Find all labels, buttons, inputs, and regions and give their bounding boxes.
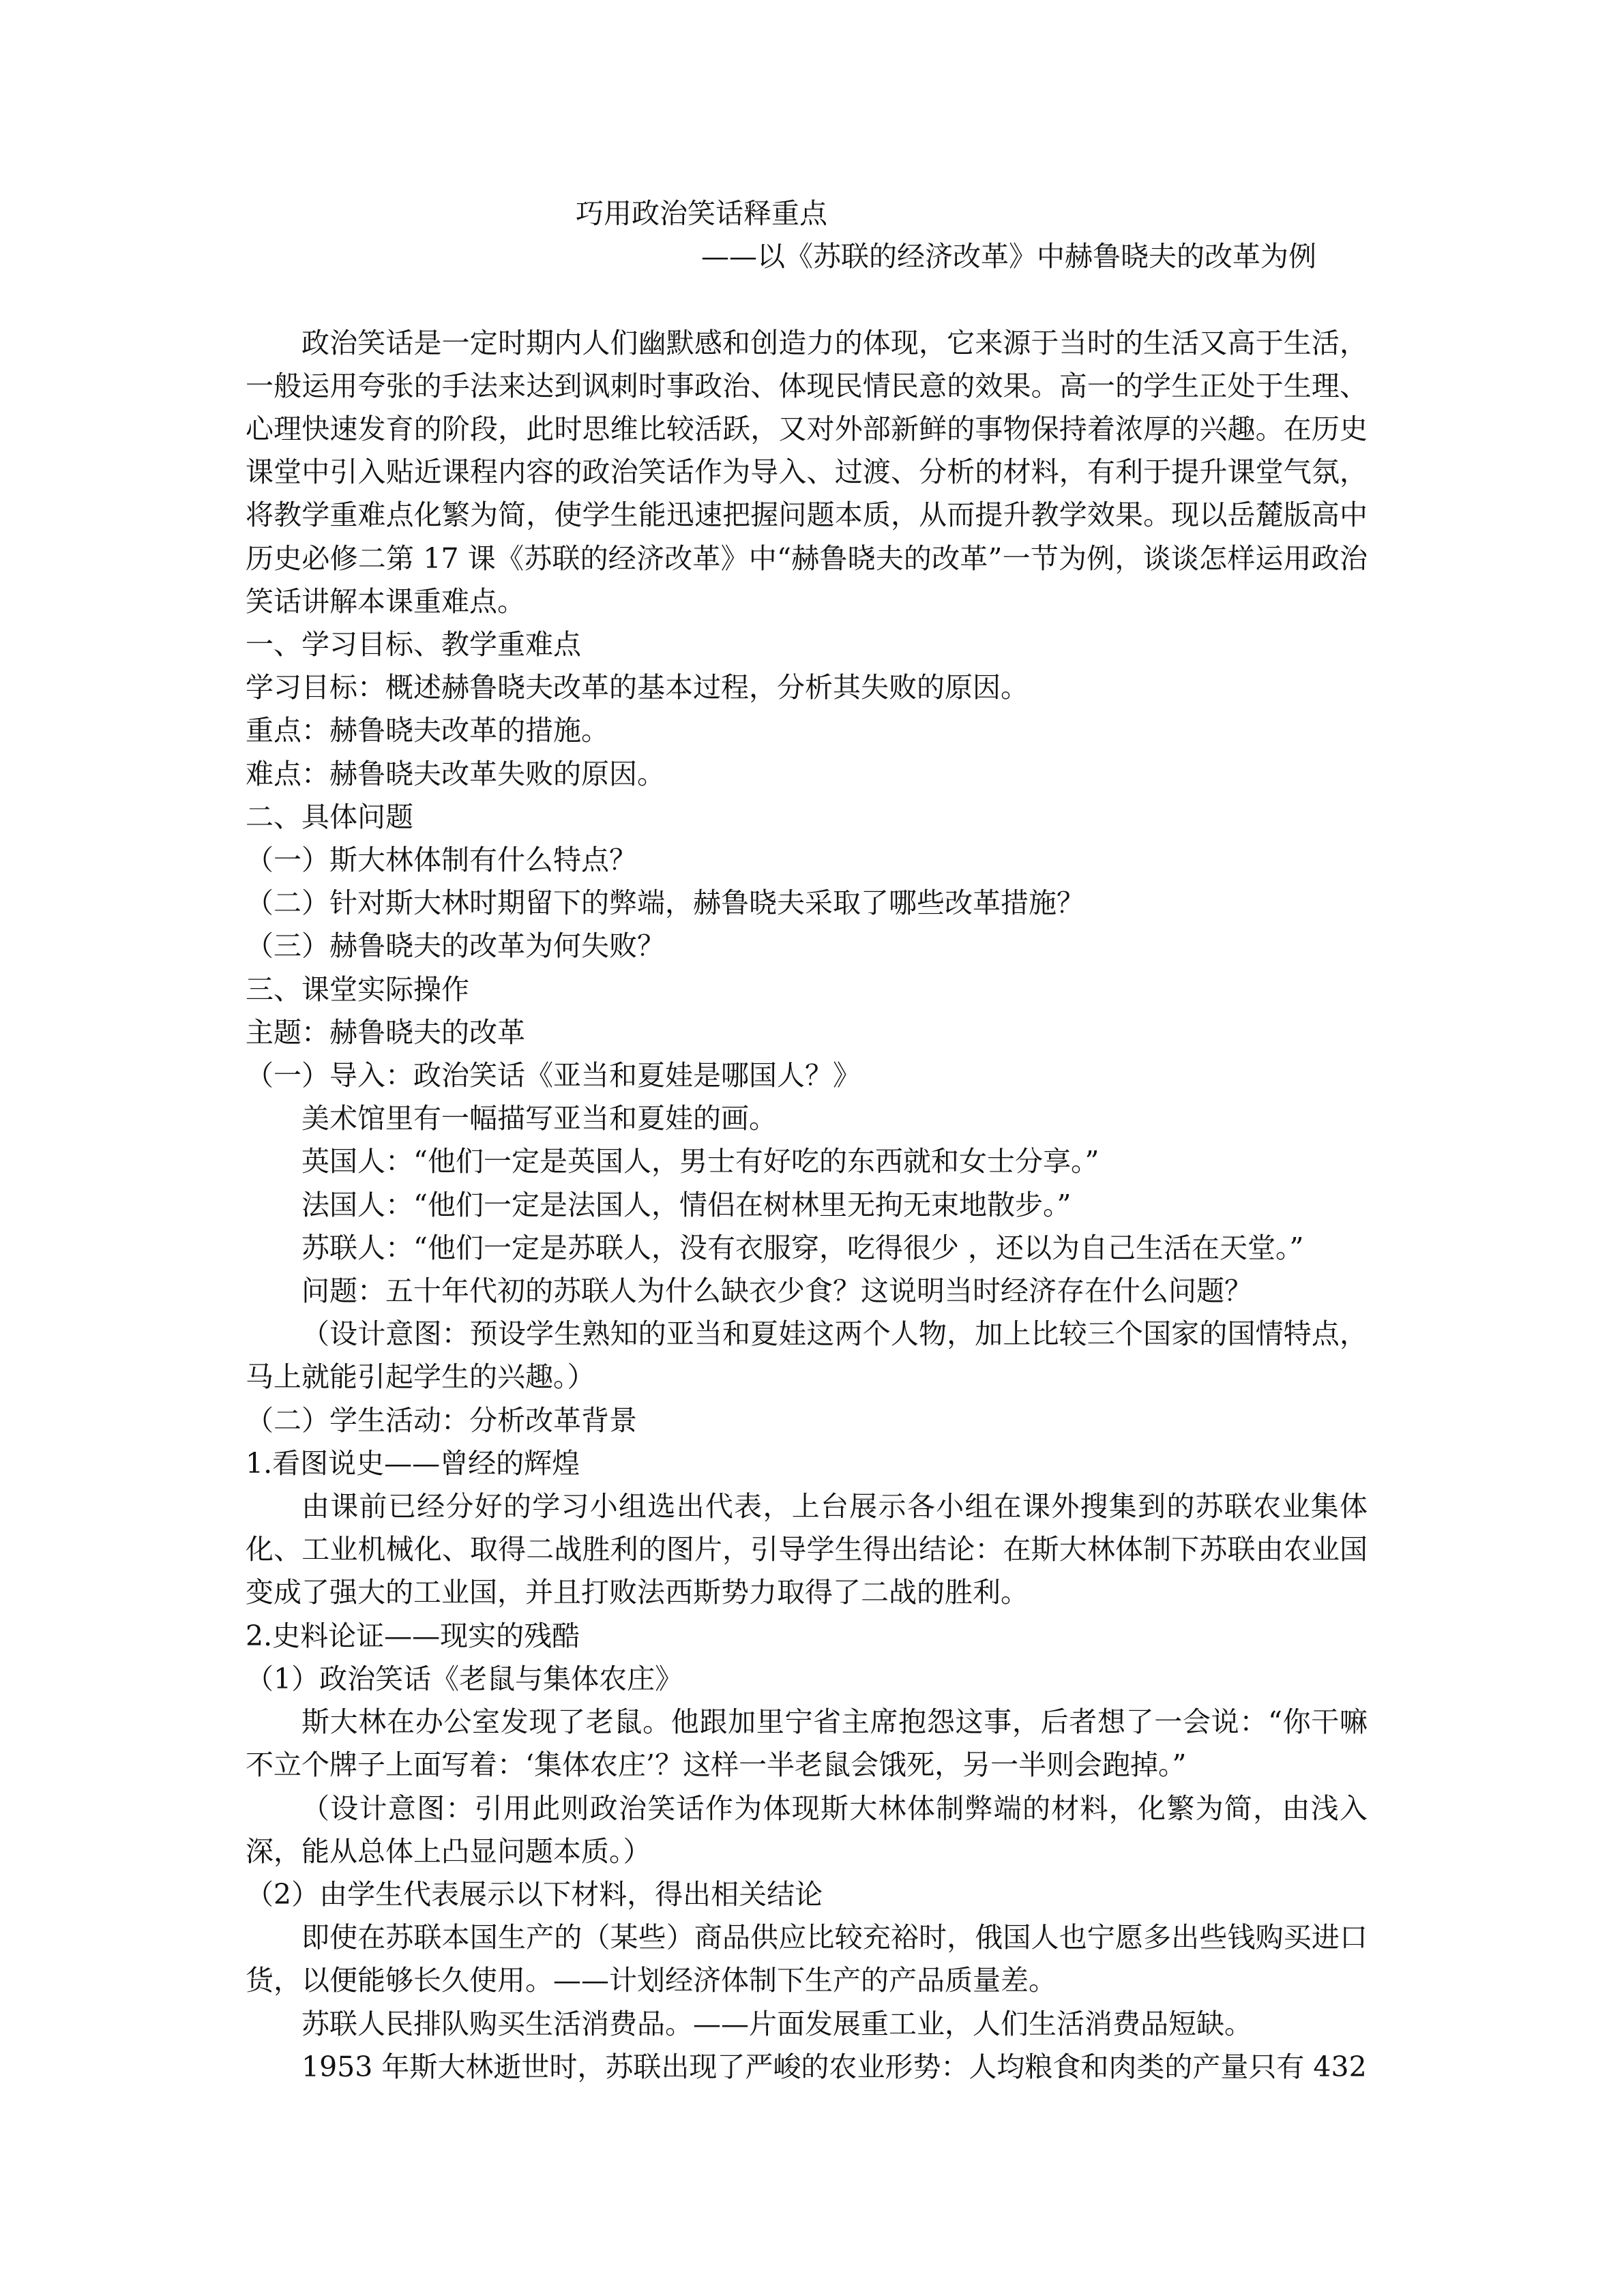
subsection-heading: 1.看图说史——曾经的辉煌 [246,1446,580,1480]
document-title: 巧用政治笑话释重点 [576,197,827,230]
section-heading-questions: 二、具体问题 [246,800,413,833]
activity-paragraph: 由课前已经分好的学习小组选出代表，上台展示各小组在课外搜集到的苏联农业集体化、工业机械化、取得二战胜利的图片，引导学生得出结论：在斯大林体制下苏联由农业国变成了强大的工业国，并且打败法西斯势力取得了二战的胜利。 [246,1490,1368,1609]
document-subtitle: ——以《苏联的经济改革》中赫鲁晓夫的改革为例 [701,240,1316,273]
question-item: （一）斯大林体制有什么特点？ [246,844,637,877]
question-item: （三）赫鲁晓夫的改革为何失败？ [246,929,665,963]
material-paragraph: 1953 年斯大林逝世时，苏联出现了严峻的农业形势：人均粮食和肉类的产量只有 432 [301,2050,1367,2083]
section-heading-goals: 一、学习目标、教学重难点 [246,628,581,661]
design-intent: （设计意图：引用此则政治笑话作为体现斯大林体制弊端的材料，化繁为简，由浅入深，能从总体上凸显问题本质。） [246,1791,1368,1868]
design-intent: （设计意图：预设学生熟知的亚当和夏娃这两个人物，加上比较三个国家的国情特点，马上就能引起学生的兴趣。） [246,1317,1368,1394]
joke-line: 英国人：“他们一定是英国人，男士有好吃的东西就和女士分享。” [301,1145,1099,1178]
part-heading-activity: （二）学生活动：分析改革背景 [246,1403,637,1437]
joke-line: 苏联人：“他们一定是苏联人，没有衣服穿，吃得很少 ，还以为自己生活在天堂。” [301,1231,1304,1264]
material-paragraph: 苏联人民排队购买生活消费品。——片面发展重工业，人们生活消费品短缺。 [301,2007,1252,2040]
part-heading-intro: （一）导入：政治笑话《亚当和夏娃是哪国人？》 [246,1059,861,1092]
joke-line: 美术馆里有一幅描写亚当和夏娃的画。 [301,1102,777,1135]
joke-heading: （1）政治笑话《老鼠与集体农庄》 [246,1662,683,1695]
document-body [246,192,1368,2089]
subsection-heading: 2.史料论证——现实的残酷 [246,1619,580,1652]
lesson-theme: 主题：赫鲁晓夫的改革 [246,1015,525,1049]
key-point: 重点：赫鲁晓夫改革的措施。 [246,714,609,747]
joke-line: 法国人：“他们一定是法国人，情侣在树林里无拘无束地散步。” [301,1188,1072,1221]
blank-line [246,278,1368,321]
learning-goal: 学习目标：概述赫鲁晓夫改革的基本过程，分析其失败的原因。 [246,671,1029,704]
material-paragraph: 即使在苏联本国生产的（某些）商品供应比较充裕时，俄国人也宁愿多出些钱购买进口货，以便能够长久使用。——计划经济体制下生产的产品质量差。 [246,1921,1368,1997]
difficult-point: 难点：赫鲁晓夫改革失败的原因。 [246,757,665,790]
question-item: （二）针对斯大林时期留下的弊端，赫鲁晓夫采取了哪些改革措施？ [246,886,1084,920]
discussion-question: 问题：五十年代初的苏联人为什么缺衣少食？这说明当时经济存在什么问题？ [301,1274,1252,1308]
material-heading: （2）由学生代表展示以下材料，得出相关结论 [246,1877,823,1911]
intro-paragraph: 政治笑话是一定时期内人们幽默感和创造力的体现，它来源于当时的生活又高于生活，一般运用夸张的手法来达到讽刺时事政治、体现民情民意的效果。高一的学生正处于生理、心理快速发育的阶段，此时思维比较活跃，又对外部新鲜的事物保持着浓厚的兴趣。在历史课堂中引入贴近课程内容的政治笑话作为导入、过渡、分析的材料，有利于提升课堂气氛，将教学重难点化繁为简，使学生能迅速把握问题本质，从而提升教学效果。现以岳麓版高中历史必修二第 17 课《苏联的经济改革》中“赫鲁晓夫的改革”一节为例，谈谈怎样运用政治笑话讲解本课重难点。 [246,326,1368,618]
section-heading-practice: 三、课堂实际操作 [246,972,469,1006]
joke-paragraph: 斯大林在办公室发现了老鼠。他跟加里宁省主席抱怨这事，后者想了一会说：“你干嘛不立个牌子上面写着：‘集体农庄’？这样一半老鼠会饿死，另一半则会跑掉。” [246,1705,1368,1782]
